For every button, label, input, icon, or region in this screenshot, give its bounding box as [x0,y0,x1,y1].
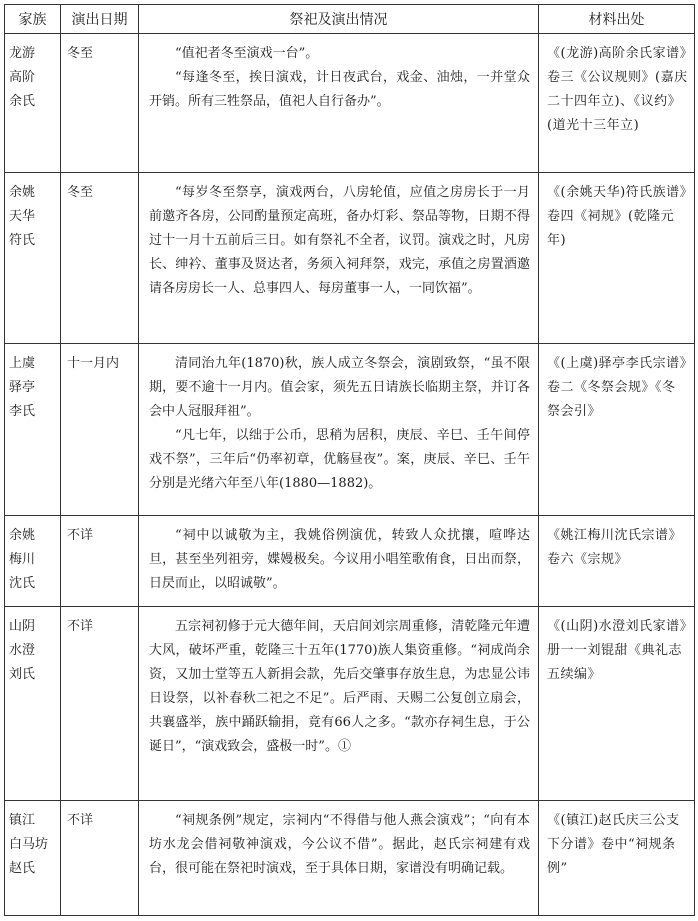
family-line: 符氏 [9,233,36,248]
desc-cell [139,344,539,516]
family-line: 沈氏 [9,576,36,591]
header-row [5,5,695,34]
family-line: 余氏 [9,94,36,109]
source-cell: 《(镇江)赵氏庆三公支下分谱》卷中“祠规条例” [539,801,695,916]
family-line: 余姚 [9,528,36,543]
desc-paragraph: 清同治九年(1870)秋，族人成立冬祭会，演剧致祭，“虽不限期，要不逾十一月内。值会家，须先五日请族长临期主祭，并订各会中人冠服拜祖”。 [149,356,530,419]
table-row [5,607,695,801]
date-cell: 不详 [61,801,139,916]
source-cell: 《(山阴)水澄刘氏家谱》册一一刘锟甜《典礼志五续编》 [539,607,695,801]
family-line: 天华 [9,209,36,224]
desc-cell [139,34,539,173]
family-line: 刘氏 [9,667,36,682]
table-row [5,34,695,173]
family-line: 山阴 [9,619,36,634]
source-cell: 《(上虞)驿亭李氏宗谱》卷二《冬祭会规》《冬祭会引》 [539,344,695,516]
desc-cell [139,516,539,607]
family-cell [5,516,61,607]
desc-cell [139,607,539,801]
table-row [5,801,695,916]
desc-paragraph: “祠中以诚敬为主，我姚俗例演优，转致人众扰攘，喧哗达旦，甚至坐列祖旁，媟嫚极矣。今议用小唱笙歌侑食，日出而祭，日昃而止，以昭诚敬”。 [149,528,530,591]
desc-paragraph: “每逢冬至，挨日演戏，计日夜武台，戏金、油烛，一并堂众开销。所有三牲祭品，值祀人自行备办”。 [149,70,530,109]
family-line: 上虞 [9,356,36,371]
header-source: 材料出处 [539,5,695,34]
family-line: 白马坊 [9,837,49,852]
date-cell: 十一月内 [61,344,139,516]
family-line: 赵氏 [9,861,36,876]
source-cell: 《(余姚天华)符氏族谱》卷四《祠规》(乾隆元年) [539,173,695,344]
header-desc: 祭祀及演出情况 [139,5,539,34]
desc-paragraph: “值祀者冬至演戏一台”。 [175,46,319,61]
date-cell: 冬至 [61,34,139,173]
family-line: 李氏 [9,404,36,419]
date-cell: 冬至 [61,173,139,344]
table-row [5,173,695,344]
family-cell [5,173,61,344]
desc-cell [139,801,539,916]
desc-paragraph: “祠规条例”规定，宗祠内“不得借与他人燕会演戏”；“向有本坊水龙会借祠敬神演戏，今公议不借”。据此，赵氏宗祠建有戏台，很可能在祭祀时演戏，至于具体日期，家谱没有明确记载。 [149,813,530,876]
desc-paragraph: “每岁冬至祭享，演戏两台，八房轮值，应值之房房长于一月前邀齐各房，公同酌量预定高班，备办灯彩、祭品等物，日期不得过十一月十五前后三日。如有祭礼不全者，议罚。演戏之时，凡房长、绅衿、董事及贤达者，务须入祠拜祭，戏完，承值之房置酒邀请各房房长一人、总事四人、每房董事一人，一同饮福”。 [149,185,530,296]
family-line: 梅川 [9,552,36,567]
family-line: 驿亭 [9,380,36,395]
family-line: 余姚 [9,185,36,200]
date-cell: 不详 [61,516,139,607]
header-family: 家族 [5,5,61,34]
desc-paragraph: “凡七年，以绌于公币，思稍为居积，庚辰、辛巳、壬午间停戏不祭”，三年后“仍率初章，优觞昼夜”。案，庚辰、辛巳、壬午分别是光绪六年至八年(1880—1882)。 [149,428,530,491]
desc-paragraph: 五宗祠初修于元大德年间，天启间刘宗周重修，清乾隆元年遭大风，破坏严重，乾隆三十五年(1770)族人集资重修。“祠成尚余资，又加士堂等五人新捐会款，先后交肇事存放生息，为忠显公讳日设祭，以补春秋二祀之不足”。后严雨、天赐二公复创立扇会，共襄盛举，族中踊跃输捐，竟有66人之多。“款亦存祠生息，于公诞日”，“演戏致会，盛极一时”。① [149,619,530,754]
date-cell: 不详 [61,607,139,801]
source-cell: 《姚江梅川沈氏宗谱》卷六《宗规》 [539,516,695,607]
records-table [4,4,695,916]
family-cell [5,607,61,801]
family-line: 高阶 [9,70,36,85]
desc-cell [139,173,539,344]
source-cell: 《(龙游)高阶余氏家谱》卷三《公议规则》(嘉庆二十四年立)、《议约》(道光十三年立) [539,34,695,173]
family-line: 龙游 [9,46,36,61]
header-date: 演出日期 [61,5,139,34]
family-cell [5,344,61,516]
family-cell [5,801,61,916]
table-row [5,344,695,516]
family-line: 水澄 [9,643,36,658]
family-line: 镇江 [9,813,36,828]
family-cell [5,34,61,173]
table-row [5,516,695,607]
